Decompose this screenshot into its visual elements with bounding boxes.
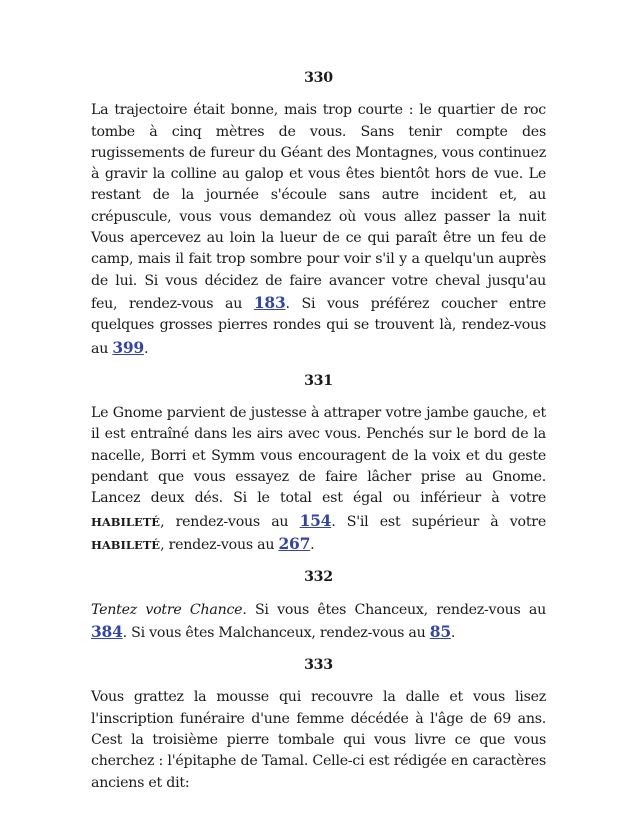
skill-term: HABILETÉ <box>91 537 161 552</box>
section-number: 332 <box>304 569 333 586</box>
text-run: . <box>450 624 456 641</box>
text-run: , rendez-vous au <box>160 536 279 553</box>
text-run: . S'il est supérieur à votre <box>331 513 546 530</box>
section-332 <box>91 567 546 644</box>
section-number: 330 <box>304 70 333 86</box>
section-link-384[interactable]: 384 <box>91 621 123 641</box>
text-run: La trajectoire était bonne, mais trop courte : le quartier de roc tombe à cinq mètres de vous. Sans tenir compte des rugissements de fureur du Géant des Montagnes, vous continuez à gravir la colline au galop et vous êtes bientôt hors de vue. Le restant de la journée s'écoule sans autre incident et, au crépuscule, vous vous demandez où vous allez passer la nuit Vous apercevez au loin la lueur de ce qui paraît être un feu de camp, mais il fait trop sombre pour voir s'il y a quelqu'un auprès de lui. Si vous décidez de faire avancer votre cheval jusqu'au feu, rendez-vous au <box>91 102 546 312</box>
text-run: . Si vous êtes Chanceux, rendez-vous au <box>242 601 546 618</box>
section-333 <box>91 655 546 794</box>
text-run: . Si vous êtes Malchanceux, rendez-vous au <box>122 624 430 641</box>
section-number: 333 <box>304 657 333 674</box>
section-link-85[interactable]: 85 <box>429 621 451 641</box>
text-run: , rendez-vous au <box>160 513 300 530</box>
section-link-183[interactable]: 183 <box>253 292 286 312</box>
text-run: . <box>310 536 315 553</box>
text-run: . Si vous préférez coucher entre quelques grosses pierres rondes qui se trouvent là, rendez-vous au <box>91 295 546 357</box>
text-run: Le Gnome parvient de justesse à attraper votre jambe gauche, et il est entraîné dans les airs avec vous. Penchés sur le bord de la nacelle, Borri et Symm vous encouragent de la voix et du geste pendant que vous essayez de faire lâcher prise au Gnome. Lancez deux dés. Si le total est égal ou inférieur à votre <box>91 405 546 507</box>
section-text <box>91 600 546 645</box>
skill-term: HABILETÉ <box>91 514 161 529</box>
section-text <box>91 687 546 793</box>
text-run: . <box>143 340 149 357</box>
section-331 <box>91 371 546 556</box>
section-number: 331 <box>304 372 333 389</box>
section-text <box>91 403 546 556</box>
section-link-267[interactable]: 267 <box>278 533 311 553</box>
section-text <box>91 100 546 360</box>
gamebook-page <box>91 68 546 805</box>
text-run: Vous grattez la mousse qui recouvre la dalle et vous lisez l'inscription funéraire d'une femme décédée à l'âge de 69 ans. Cest la troisième pierre tombale qui vous livre ce que vous cherchez : l'épitaphe de Tamal. Celle-ci est rédigée en caractères anciens et dit: <box>91 689 546 791</box>
section-link-154[interactable]: 154 <box>299 510 332 530</box>
section-330 <box>91 68 546 360</box>
italic-text: Tentez votre Chance <box>91 601 243 618</box>
section-link-399[interactable]: 399 <box>112 337 144 357</box>
